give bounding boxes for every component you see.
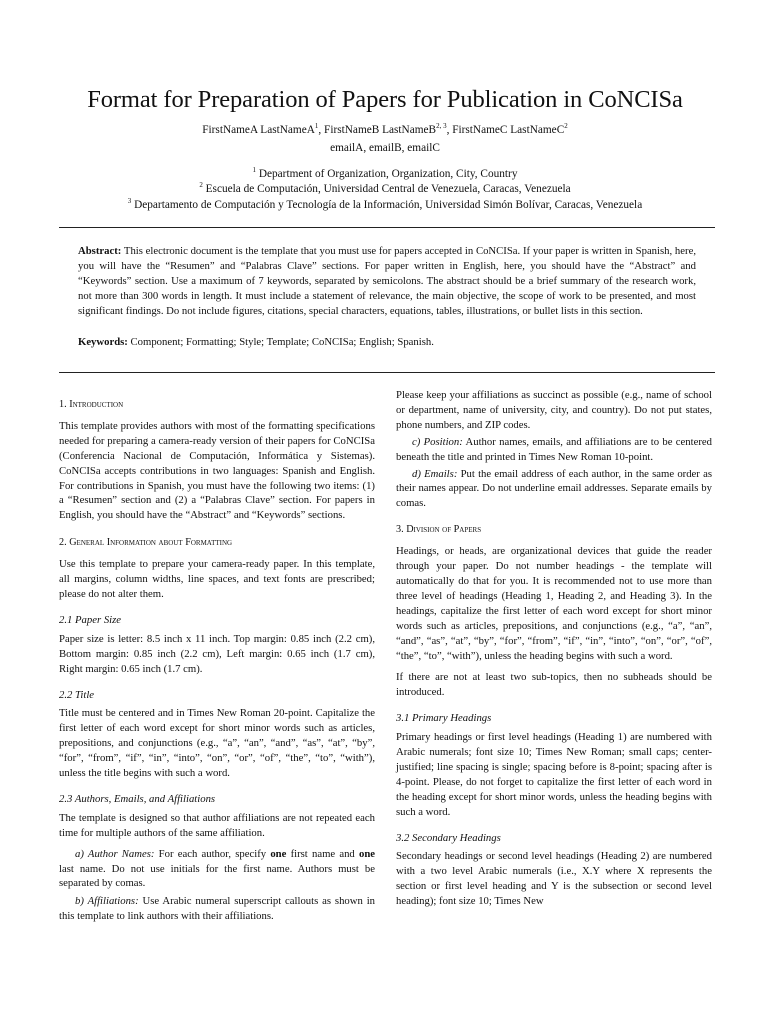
paragraph: If there are not at least two sub-topics, then no subheads should be introduced. [396,671,712,699]
abstract-label: Abstract: [78,245,122,257]
text-run: Use Arabic numeral superscript callouts as shown in this template to link authors with their affiliations. [59,895,376,923]
author-name: FirstNameC LastNameC [452,124,565,136]
left-column [59,398,375,924]
emphasis: one [358,847,375,860]
author-name: FirstNameA LastNameA [202,124,315,136]
text-run: first name and [290,847,355,860]
affiliation-callout: 2, 3 [436,122,447,130]
right-column [396,388,712,909]
keywords-text: Component; Formatting; Style; Template; CoNCISa; English; Spanish. [130,336,434,348]
paragraph [59,847,375,892]
paragraph [396,435,712,465]
abstract [78,244,696,319]
keywords-label: Keywords: [78,336,128,348]
paragraph: The template is designed so that author affiliations are not repeated each time for multiple authors of the same affiliation. [59,811,375,839]
run-in-label: d) Emails: [412,467,458,480]
paragraph: Secondary headings or second level headings (Heading 2) are numbered with a two level Arabic numerals (i.e., X.Y where X represents the section or first level heading and Y is the subsection or second level heading); font size 10; Times New [396,850,712,908]
paragraph: Paper size is letter: 8.5 inch x 11 inch. Top margin: 0.85 inch (2.2 cm), Bottom margin: 0.85 inch (2.2 cm), Left margin: 0.65 inch (1.7 cm), Right margin: 0.65 inch (1.7 cm). [59,632,375,675]
affiliation-text: Department of Organization, Organization, City, Country [258,168,518,180]
keywords [78,336,696,348]
paragraph: Please keep your affiliations as succinct as possible (e.g., name of school or department, name of university, city, and country). Do not put states, phone numbers, and ZIP codes. [396,389,712,431]
affiliation-callout: 1 [314,122,319,130]
header-divider [59,227,715,228]
abstract-divider [59,372,715,373]
section-heading: 1. Introduction [59,399,124,410]
paragraph [59,894,375,924]
affiliation-number: 1 [252,166,257,174]
section-heading: 2. General Information about Formatting [59,537,233,549]
paragraph [396,467,712,512]
paragraph: Use this template to prepare your camera-ready paper. In this template, all margins, column widths, line spaces, and text fonts are prescribed; please do not alter them. [59,558,375,600]
subsection-heading: 2.2 Title [59,688,95,701]
subsection-heading: 2.3 Authors, Emails, and Affiliations [59,792,216,805]
paragraph: Title must be centered and in Times New Roman 20-point. Capitalize the first letter of each word except for short minor words such as articles, prepositions, and conjunctions (e.g., “a”, “an”, “and”, “as”, “at”, “by”, “for”, “from”, “if”, “in”, “into”, “on”, “or”, “of”, “the”, “to”, “with”), unless the title begins with such a word. [59,707,375,780]
run-in-label: b) Affiliations: [75,895,139,908]
email-line: emailA, emailB, emailC [330,142,440,154]
section-heading: 3. Division of Papers [396,524,482,536]
text-run: last name. Do not use initials for the first name. Authors must be separated by comas. [59,862,375,890]
affiliation-text: Departamento de Computación y Tecnología de la Información, Universidad Simón Bolívar, Caracas, Venezuela [134,199,643,211]
affiliation-text: Escuela de Computación, Universidad Central de Venezuela, Caracas, Venezuela [205,183,571,195]
affiliation-2 [0,183,770,195]
run-in-label: a) Author Names: [75,847,155,860]
paragraph: Primary headings or first level headings (Heading 1) are numbered with Arabic numerals; font size 10; Times New Roman; small caps; center-justified; line spacing is single; spacing before is 8-point; spacing after is 4-point. Please, do not forget to capitalize the first letter of each word in the heading except for short minor words, unless the heading begins with such a word. [396,731,712,818]
affiliation-number: 2 [199,181,203,189]
paragraph: Headings, or heads, are organizational devices that guide the reader through your paper. Do not number headings - the template will automatically do that for you. It is recommended not to use more than three level of headings (Heading 1, Heading 2, and Heading 3). In the headings, capitalize the first letter of each word except for short minor words such as articles, prepositions, and conjunctions (e.g., “a”, “an”, “and”, “as”, “at”, “by”, “for”, “from”, “if”, “in”, “into”, “on”, “or”, “of”, “the”, “to”, “with”), unless the heading begins with such a word. [396,545,712,662]
run-in-label: c) Position: [412,435,463,448]
text-run: For each author, specify [158,847,267,860]
subsection-heading: 2.1 Paper Size [59,613,122,626]
author-name: FirstNameB LastNameB [324,124,437,136]
affiliation-3 [0,199,770,211]
text-run: Author names, emails, and affiliations are to be centered beneath the title and printed in Times New Roman 10-point. [396,435,712,463]
emphasis: one [270,847,287,860]
abstract-text: This electronic document is the template that you must use for papers accepted in CoNCISa. If your paper is written in Spanish, here, you will have the “Resumen” and “Palabras Clave” sections. For paper written in English, here, you should have the “Abstract” and “Keywords” section. Use a maximum of 7 keywords, separated by semicolons. The abstract should be a brief summary of the research work, not more than 300 words in length. It must include a statement of relevance, the main objective, the scope of work to be presented, and most significant findings. Do not include figures, citations, special characters, equations, tables, illustrations, or bullet lists in this section. [78,245,696,317]
affiliation-1 [0,168,770,180]
affiliation-callout: 2 [564,122,568,130]
paper-title: Format for Preparation of Papers for Publication in CoNCISa [87,86,683,113]
author-line: FirstNameA LastNameA$^1$, FirstNameB LastNameB$^{2, 3}$, FirstNameC LastNameC$^2$ [202,122,568,136]
paragraph: This template provides authors with most of the formatting specifications needed for preparing a camera-ready version of their papers for CoNCISa (Conferencia Nacional de Computación, Informática y Sistemas). CoNCISa accepts contributions in two languages: Spanish and English. For contributions in Spanish, you must have the following two items: (1) a “Resumen” section and (2) a “Palabras Clave” section. For papers in English, you should have the “Abstract” and “Keywords” sections. [59,419,375,522]
text-run: Put the email address of each author, in the same order as their names appear. Do not underline email addresses. Separate emails by comas. [396,467,712,510]
subsection-heading: 3.2 Secondary Headings [396,831,501,844]
subsection-heading: 3.1 Primary Headings [396,712,492,725]
affiliation-number: 3 [127,197,132,205]
